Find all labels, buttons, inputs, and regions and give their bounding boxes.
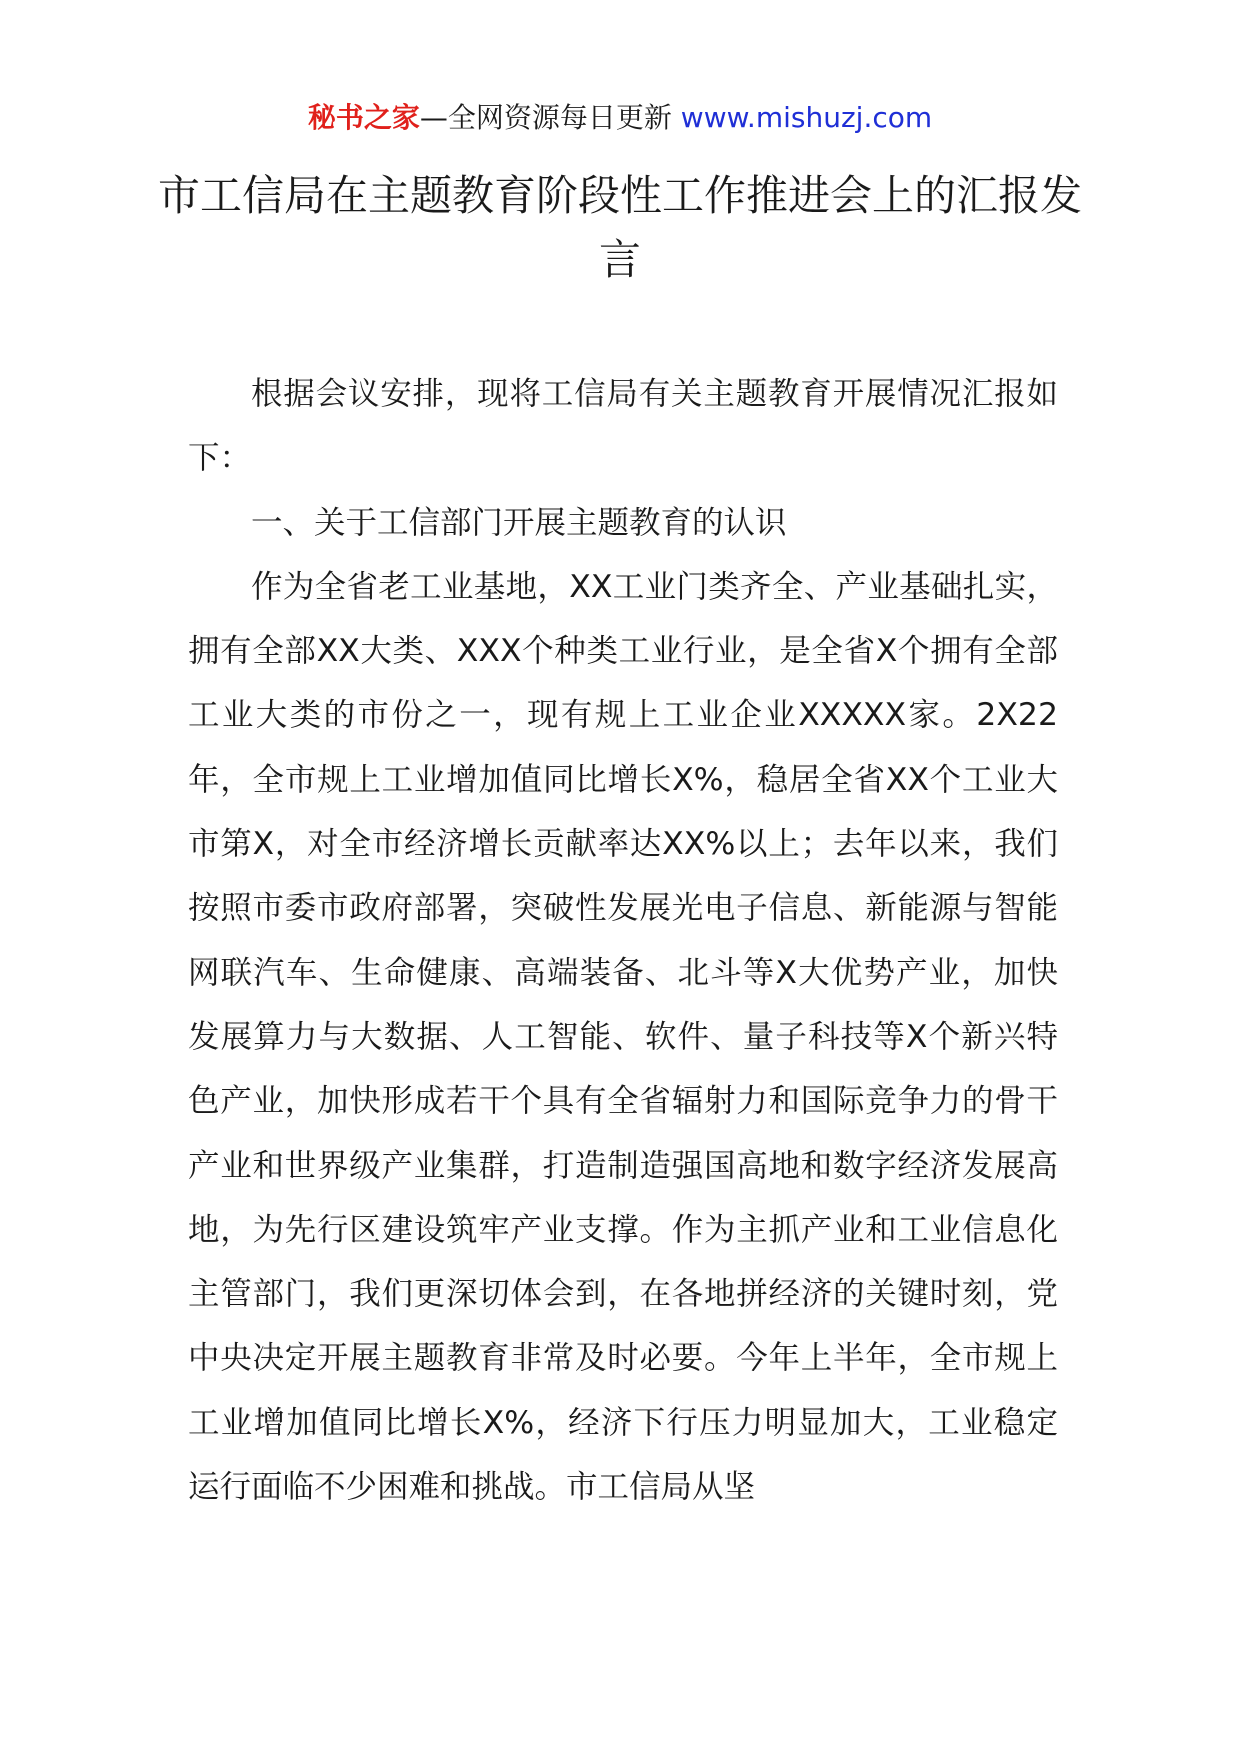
site-tagline: —全网资源每日更新: [419, 101, 672, 134]
document-body: [188, 362, 1058, 1519]
section-heading: 一、关于工信部门开展主题教育的认识: [251, 504, 787, 541]
document-title: 市工信局在主题教育阶段性工作推进会上的汇报发言: [157, 171, 1082, 284]
brand-name: 秘书之家: [307, 101, 420, 134]
site-header: [0, 98, 1240, 138]
intro-paragraph: 根据会议安排，现将工信局有关主题教育开展情况汇报如下：: [188, 376, 1058, 477]
site-url[interactable]: www.mishuzj.com: [680, 101, 933, 134]
body-paragraph: 作为全省老工业基地，XX工业门类齐全、产业基础扎实，拥有全部XX大类、XXX个种类工业行业，是全省X个拥有全部工业大类的市份之一，现有规上工业企业XXXXX家。2X22年，全市规上工业增加值同比增长X%，稳居全省XX个工业大市第X，对全市经济增长贡献率达XX%以上；去年以来，我们按照市委市政府部署，突破性发展光电子信息、新能源与智能网联汽车、生命健康、高端装备、北斗等X大优势产业，加快发展算力与大数据、人工智能、软件、量子科技等X个新兴特色产业，加快形成若干个具有全省辐射力和国际竞争力的骨干产业和世界级产业集群，打造制造强国高地和数字经济发展高地，为先行区建设筑牢产业支撑。作为主抓产业和工业信息化主管部门，我们更深切体会到，在各地拼经济的关键时刻，党中央决定开展主题教育非常及时必要。今年上半年，全市规上工业增加值同比增长X%，经济下行压力明显加大，工业稳定运行面临不少困难和挑战。市工信局从坚: [188, 568, 1058, 1506]
